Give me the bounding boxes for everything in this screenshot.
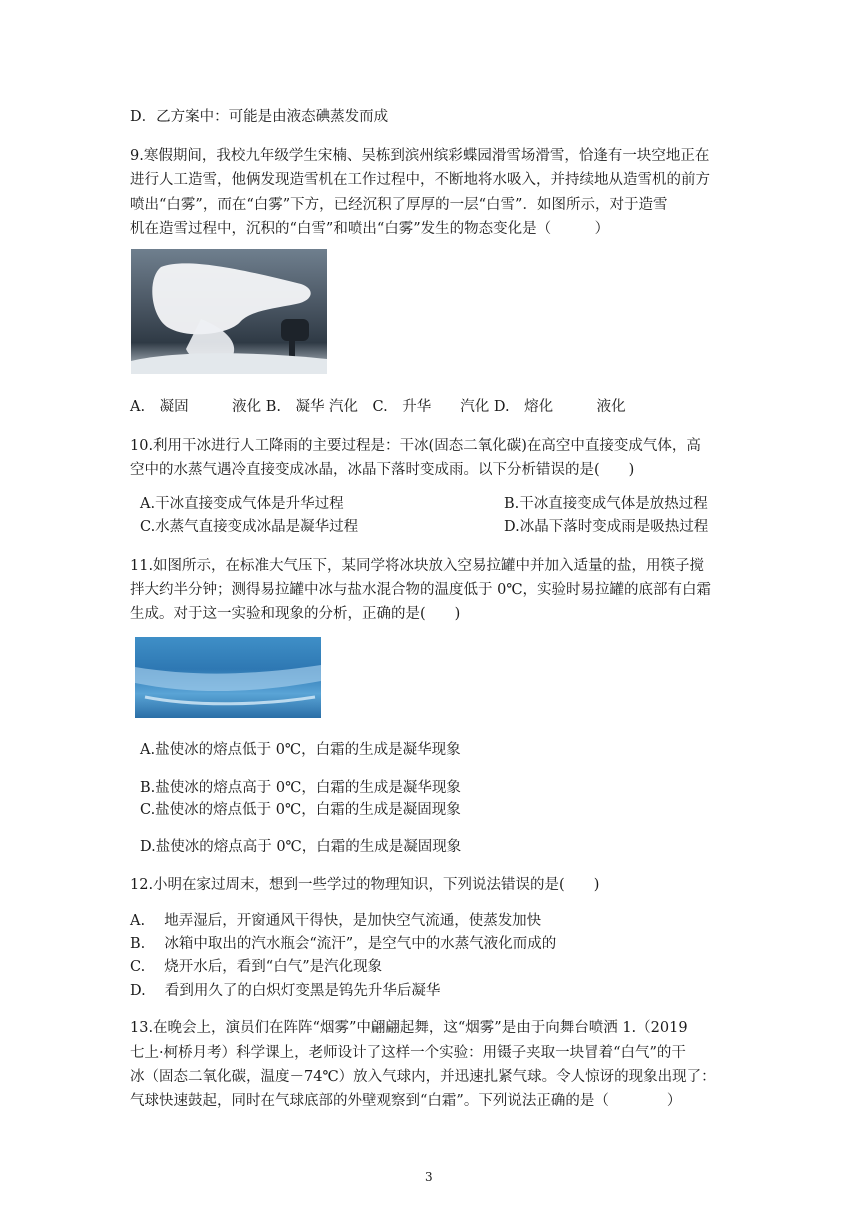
q11-text-line-2: 拌大约半分钟；测得易拉罐中冰与盐水混合物的温度低于 0℃，实验时易拉罐的底部有白霜 xyxy=(130,582,712,598)
q10-option-c: C.水蒸气直接变成冰晶是凝华过程 xyxy=(140,519,359,535)
q12-option-c: C. 烧开水后，看到“白气”是汽化现象 xyxy=(130,959,383,975)
q10-text-line-2: 空中的水蒸气遇冷直接变成冰晶，冰晶下落时变成雨。以下分析错误的是( ) xyxy=(130,462,635,478)
q11-text-line-3: 生成。对于这一实验和现象的分析，正确的是( ) xyxy=(130,606,461,622)
q9-text-line-1: 9.寒假期间，我校九年级学生宋楠、吴栋到滨州缤彩蝶园滑雪场滑雪，恰逢有一块空地正在 xyxy=(130,148,710,164)
q12-text: 12.小明在家过周末，想到一些学过的物理知识，下列说法错误的是( ) xyxy=(130,877,600,893)
q9-text-line-4: 机在造雪过程中，沉积的“白雪”和喷出“白雾”发生的物态变化是（ ） xyxy=(130,221,610,237)
q11-option-a: A.盐使冰的熔点低于 0℃，白霜的生成是凝华现象 xyxy=(140,742,461,758)
q9-options: A. 凝固 液化 B. 凝华 汽化 C. 升华 汽化 D. 熔化 液化 xyxy=(130,399,626,415)
q9-text-line-3: 喷出“白雾”，而在“白雾”下方，已经沉积了厚厚的一层“白雪”．如图所示，对于造雪 xyxy=(130,197,668,213)
q12-option-a: A. 地弄湿后，开窗通风干得快，是加快空气流通，使蒸发加快 xyxy=(130,913,542,929)
q13-text-line-3: 冰（固态二氧化碳，温度－74℃）放入气球内，并迅速扎紧气球。令人惊讶的现象出现了： xyxy=(130,1069,716,1085)
q9-text-line-2: 进行人工造雪，他俩发现造雪机在工作过程中，不断地将水吸入，并持续地从造雪机的前方 xyxy=(130,172,710,188)
q10-option-a: A.干冰直接变成气体是升华过程 xyxy=(140,496,344,512)
snow-machine-photo xyxy=(131,249,327,374)
ice-can-photo xyxy=(135,637,321,718)
q11-text-line-1: 11.如图所示，在标准大气压下，某同学将冰块放入空易拉罐中并加入适量的盐，用筷子搅 xyxy=(130,558,705,574)
q13-text-line-1: 13.在晚会上，演员们在阵阵“烟雾”中翩翩起舞，这“烟雾”是由于向舞台喷洒 1.（2019 xyxy=(130,1020,688,1036)
q10-option-b: B.干冰直接变成气体是放热过程 xyxy=(504,496,708,512)
q12-option-b: B. 冰箱中取出的汽水瓶会“流汗”，是空气中的水蒸气液化而成的 xyxy=(130,936,557,952)
q13-text-line-2: 七上·柯桥月考）科学课上，老师设计了这样一个实验：用镊子夹取一块冒着“白气”的干 xyxy=(130,1045,686,1061)
q12-option-d: D. 看到用久了的白炽灯变黑是钨先升华后凝华 xyxy=(130,983,441,999)
q8-option-d: D．乙方案中：可能是由液态碘蒸发而成 xyxy=(130,109,389,125)
q11-option-b: B.盐使冰的熔点高于 0℃，白霜的生成是凝华现象 xyxy=(140,780,461,796)
q10-text-line-1: 10.利用干冰进行人工降雨的主要过程是：干冰(固态二氧化碳)在高空中直接变成气体，高 xyxy=(130,438,701,454)
page-number: 3 xyxy=(425,1170,433,1184)
q10-option-d: D.冰晶下落时变成雨是吸热过程 xyxy=(504,519,709,535)
q13-text-line-4: 气球快速鼓起，同时在气球底部的外壁观察到“白霜”。下列说法正确的是（ ） xyxy=(130,1093,682,1109)
q11-option-d: D.盐使冰的熔点高于 0℃，白霜的生成是凝固现象 xyxy=(140,839,462,855)
q11-option-c: C.盐使冰的熔点低于 0℃，白霜的生成是凝固现象 xyxy=(140,802,461,818)
